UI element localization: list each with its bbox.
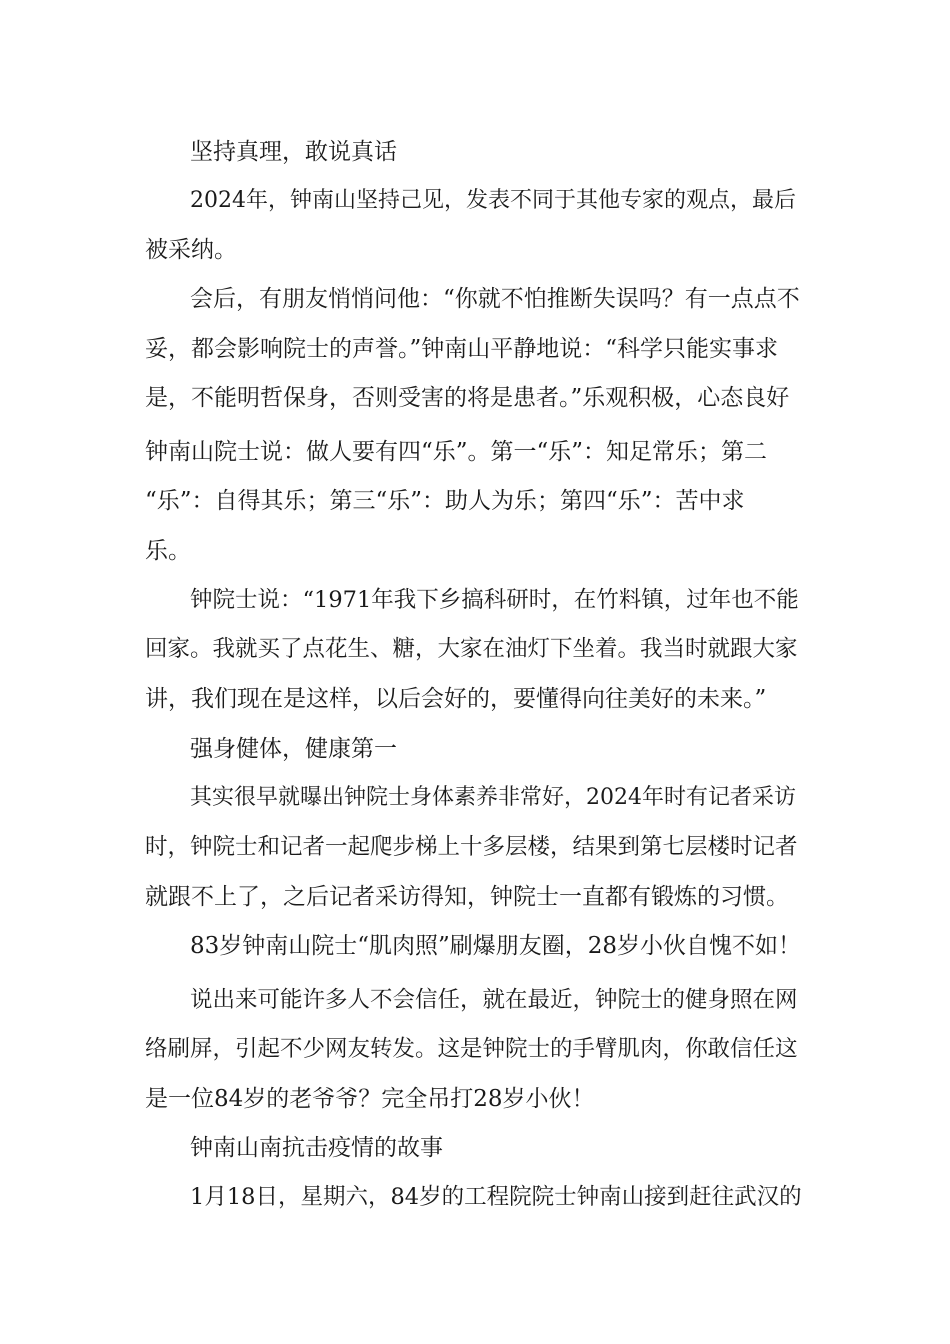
paragraph-line: 妥，都会影响院士的声誉。”钟南山平静地说：“科学只能实事求 (145, 336, 779, 362)
paragraph-line: 讲，我们现在是这样，以后会好的，要懂得向往美好的未来。” (145, 686, 767, 712)
paragraph-line: 就跟不上了，之后记者采访得知，钟院士一直都有锻炼的习惯。 (145, 884, 789, 910)
section-heading-epidemic: 钟南山南抗击疫情的故事 (190, 1135, 443, 1161)
paragraph-line: 2024年，钟南山坚持己见，发表不同于其他专家的观点，最后 (190, 188, 796, 213)
paragraph-line: 被采纳。 (145, 237, 237, 263)
paragraph-line: 会后，有朋友悄悄问他：“你就不怕推断失误吗？有一点点不 (190, 286, 800, 312)
paragraph-line: 钟院士说：“1971年我下乡搞科研时，在竹料镇，过年也不能 (190, 587, 799, 613)
paragraph-line: 络刷屏，引起不少网友转发。这是钟院士的手臂肌肉，你敢信任这 (145, 1036, 798, 1062)
paragraph-line: 回家。我就买了点花生、糖，大家在油灯下坐着。我当时就跟大家 (145, 636, 798, 662)
section-heading-truth: 坚持真理，敢说真话 (190, 139, 397, 165)
section-heading-health: 强身健体，健康第一 (190, 736, 397, 762)
paragraph-line: 钟南山院士说：做人要有四“乐”。第一“乐”：知足常乐；第二 (145, 439, 768, 465)
paragraph-line: 是，不能明哲保身，否则受害的将是患者。”乐观积极，心态良好 (145, 385, 790, 411)
paragraph-line: 说出来可能许多人不会信任，就在最近，钟院士的健身照在网 (190, 987, 798, 1013)
paragraph-line: 83岁钟南山院士“肌肉照”刷爆朋友圈，28岁小伙自愧不如！ (190, 933, 802, 959)
paragraph-line: 时，钟院士和记者一起爬步梯上十多层楼，结果到第七层楼时记者 (145, 834, 798, 860)
paragraph-line: 乐。 (145, 538, 191, 564)
paragraph-line: 是一位84岁的老爷爷？完全吊打28岁小伙！ (145, 1086, 595, 1112)
paragraph-line: 1月18日，星期六，84岁的工程院院士钟南山接到赶往武汉的 (190, 1184, 802, 1210)
paragraph-line: “乐”：自得其乐；第三“乐”：助人为乐；第四“乐”：苦中求 (145, 488, 745, 514)
paragraph-line: 其实很早就曝出钟院士身体素养非常好，2024年时有记者采访 (190, 785, 796, 810)
